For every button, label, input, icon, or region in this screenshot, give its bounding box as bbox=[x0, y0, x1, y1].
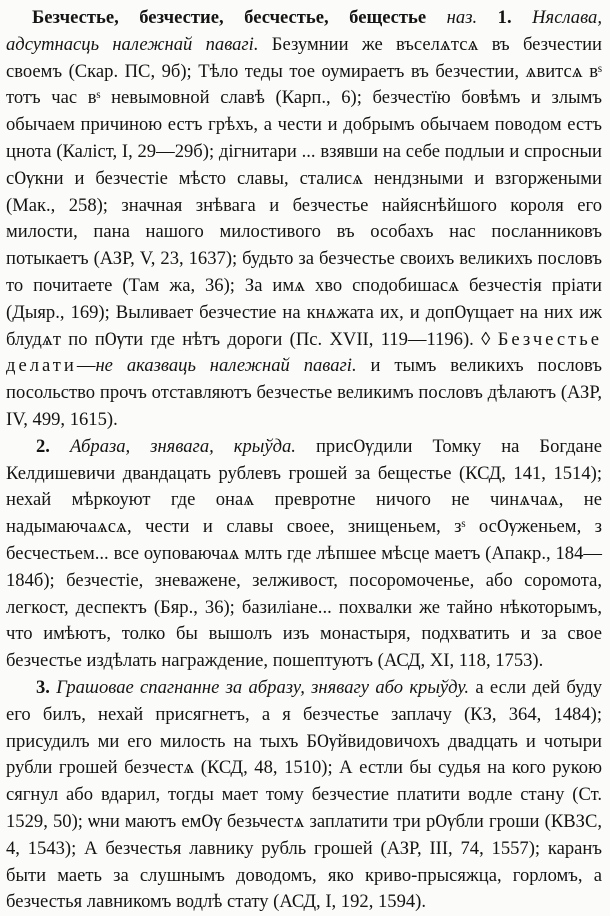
sense-1-number: 1. bbox=[497, 7, 512, 28]
phrase: Безчестье делати bbox=[6, 328, 602, 377]
sense-2-gloss: Абраза, знявага, крыўда. bbox=[69, 435, 296, 457]
grammar-label: наз. bbox=[446, 7, 478, 28]
sense-3-gloss: Грашовае спагнанне за абразу, знявагу або крыўду. bbox=[56, 676, 470, 698]
sense-2-paragraph bbox=[6, 434, 602, 675]
phrase-gloss: не аказваць належнай павагі. bbox=[95, 355, 357, 377]
sense-1-text: Безумнии же въселѧтсѧ въ безчестии своемъ (Скар. ПС, 9б); Тѣло теды тое оумираетъ въ безчестии, ѧвитсѧ вˢ тотъ час вˢ невымовной славѣ (Карп., 6); безчестїю бовѣмъ и злымъ обычаем причиною естъ грѣхъ, а чести и добрымъ обычаем поводом естъ цнота (Каліст, I, 29—29б); дігнитари ... взявши на себе подлыи и спросныи сѸкни и безчестіе мѣсто славы, сталисѧ нендзными и взгоржеными (Мак., 258); значная знѣвага и безчестье найяснѣйшого короля его милости, пана нашого милостивого въ особахъ нас посланниковъ потыкаетъ (АЗР, V, 23, 1637); будьто за безчестье своихъ великихъ пословъ то почитаете (Там жа, 36); За имѧ хво сподобишасѧ безчестія пріати (Дыяр., 169); Выливает безчестие на кнѧжата их, и допѸщает на них иж блудѧт по пѸти где нѣтъ дороги (Пс. XVII, 119—1196). bbox=[6, 33, 602, 350]
headword: Безчестье, безчестие, бесчестье, бещестье bbox=[32, 7, 427, 28]
sense-3-paragraph bbox=[6, 675, 602, 916]
sense-1-gloss: Няслава, адсутнасць належнай павагі. bbox=[6, 7, 602, 55]
phrase-example: и тымъ великихъ пословъ посольство прочъ отставляютъ безчестье великимъ пословъ дѣлаютъ (АЗР, IV, 499, 1615). bbox=[6, 355, 602, 430]
phrase-marker: ◊ bbox=[481, 328, 491, 350]
sense-2-number: 2. bbox=[36, 435, 50, 457]
sense-3-number: 3. bbox=[36, 676, 50, 698]
sense-1-paragraph bbox=[6, 5, 602, 434]
phrase-dash: — bbox=[76, 355, 96, 377]
sense-2-text: присѸдили Томку на Богдане Келдишевичи двандацать рублевъ грошей за бещестье (КСД, 141, 1514); нехай мѣркоуют где онаѧ превротне ничого не чинѧчаѧ, не надымаючаѧсѧ, чести и славы своее, знищеньем, зˢ осѸженьем, з бесчестьем... все оуповаючаѧ млть где лѣпшее мѣсце маетъ (Апакр., 184—184б); безчестіе, зневажене, зелживост, посоромоченье, або соромота, легкост, деспектъ (Бяр., 36); базиліане... похвалки же тайно нѣкоторымъ, что имѣютъ, толко бы вышолъ изъ монастыря, подхватить и за свое безчестье издѣлать награждение, пошептуютъ (АСД, XI, 118, 1753). bbox=[6, 435, 602, 672]
sense-3-text: а если дей буду его билъ, нехай присягнетъ, а я безчестье заплачу (КЗ, 364, 1484); присудилъ ми его милость на тыхъ БѸйвидовичохъ двадцать и чотыри рубли грошей безчестѧ (КСД, 48, 1510); А естли бы судья на кого рукою сягнул або вдарил, тогды мает тому безчестие платити водле стану (Ст. 1529, 50); ѡни маютъ емѸ безьчестѧ заплатити три рѸбли гроши (КВЗС, 4, 1543); А безчестья лавнику рубль грошей (АЗР, III, 74, 1557); каранъ быти маеть за слушнымъ доводомъ, яко криво-прысяжца, горломъ, а безчестья лавникомъ водлѣ стату (АСД, I, 192, 1594). bbox=[6, 676, 603, 913]
